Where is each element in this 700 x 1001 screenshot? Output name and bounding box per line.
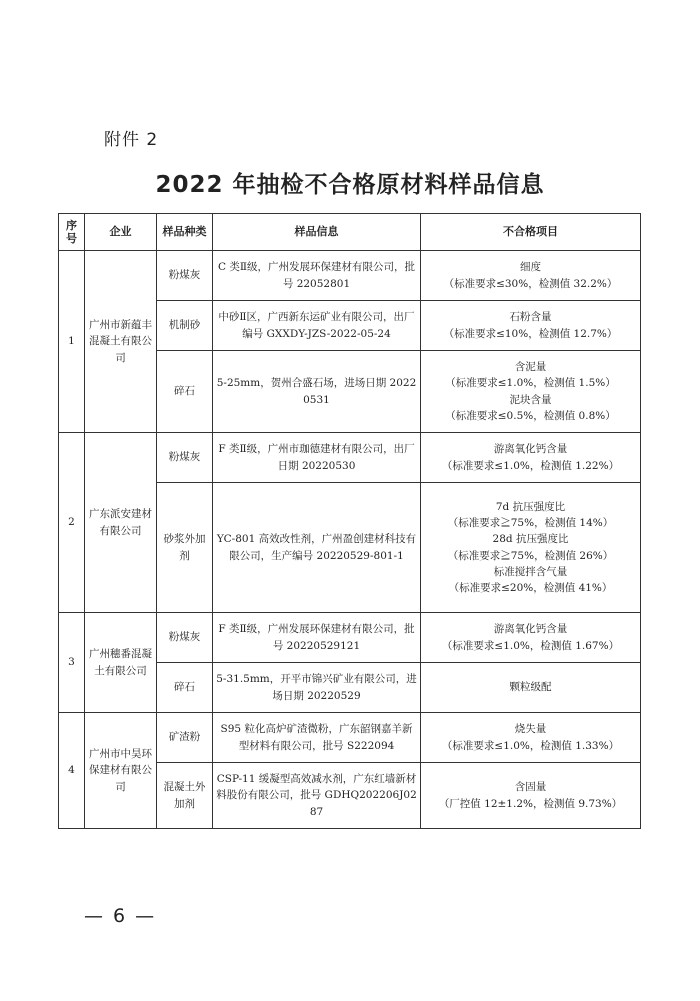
cell-seq: 1 — [59, 251, 85, 433]
failed-item-line: （标准要求≤30%，检测值 32.2%） — [443, 277, 618, 290]
failed-item-line: 28d 抗压强度比 — [492, 533, 569, 546]
header-seq: 序号 — [59, 214, 85, 251]
cell-failed-items — [421, 251, 641, 301]
cell-sample-type: 粉煤灰 — [157, 433, 213, 483]
table-header-row — [59, 214, 641, 251]
failed-item-line: （标准要求≤20%，检测值 41%） — [448, 582, 613, 595]
failed-item-line: 含固量 — [514, 781, 547, 794]
failed-item-line: 烧失量 — [514, 723, 547, 736]
failed-item-line: （厂控值 12±1.2%，检测值 9.73%） — [438, 797, 623, 810]
failed-item-line: （标准要求≤1.0%，检测值 1.33%） — [441, 739, 620, 752]
cell-company: 广东派安建材有限公司 — [85, 433, 157, 613]
cell-failed-items — [421, 483, 641, 613]
failed-item-line: （标准要求≤1.0%，检测值 1.22%） — [441, 459, 620, 472]
cell-sample-type: 矿渣粉 — [157, 713, 213, 763]
cell-sample-type: 机制砂 — [157, 301, 213, 351]
cell-sample-type: 粉煤灰 — [157, 251, 213, 301]
cell-sample-info: F 类Ⅱ级，广州发展环保建材有限公司，批号 20220529121 — [213, 613, 421, 663]
table-row — [59, 613, 641, 663]
failed-item-line: （标准要求≤1.0%，检测值 1.5%） — [445, 377, 616, 390]
failed-item-line: （标准要求≤0.5%，检测值 0.8%） — [445, 409, 616, 422]
cell-sample-info: 5-31.5mm，开平市锦兴矿业有限公司，进场日期 20220529 — [213, 663, 421, 713]
attachment-label: 附件 2 — [104, 130, 159, 150]
table-row — [59, 251, 641, 301]
cell-company: 广州穗番混凝土有限公司 — [85, 613, 157, 713]
document-title: 2022 年抽检不合格原材料样品信息 — [155, 172, 545, 198]
cell-sample-info: 5-25mm，贺州合盛石场，进场日期 20220531 — [213, 351, 421, 433]
header-info: 样品信息 — [213, 214, 421, 251]
table-row — [59, 433, 641, 483]
table-row — [59, 713, 641, 763]
page-number: — 6 — — [84, 905, 157, 927]
cell-failed-items — [421, 351, 641, 433]
failed-item-line: （标准要求≧75%，检测值 14%） — [447, 516, 614, 529]
header-fail: 不合格项目 — [421, 214, 641, 251]
cell-seq: 2 — [59, 433, 85, 613]
cell-seq: 3 — [59, 613, 85, 713]
failed-item-line: （标准要求≧75%，检测值 26%） — [447, 549, 614, 562]
failed-item-line: 标准搅拌含气量 — [493, 565, 568, 578]
failed-item-line: 泥块含量 — [509, 393, 552, 406]
header-type: 样品种类 — [157, 214, 213, 251]
cell-sample-type: 粉煤灰 — [157, 613, 213, 663]
cell-failed-items — [421, 713, 641, 763]
failed-item-line: （标准要求≤1.0%，检测值 1.67%） — [441, 639, 620, 652]
cell-sample-type: 混凝土外加剂 — [157, 763, 213, 829]
failed-item-line: 细度 — [520, 261, 541, 274]
cell-company: 广州市新蕴丰混凝土有限公司 — [85, 251, 157, 433]
failed-item-line: 含泥量 — [514, 360, 547, 373]
cell-failed-items — [421, 663, 641, 713]
header-company: 企业 — [85, 214, 157, 251]
cell-failed-items — [421, 613, 641, 663]
cell-company: 广州市中昊环保建材有限公司 — [85, 713, 157, 829]
cell-sample-info: S95 粒化高炉矿渣微粉，广东韶钢嘉羊新型材料有限公司，批号 S222094 — [213, 713, 421, 763]
sample-info-table — [58, 213, 641, 829]
failed-item-line: 游离氧化钙含量 — [493, 623, 568, 636]
cell-sample-info: 中砂Ⅱ区，广西新东运矿业有限公司，出厂编号 GXXDY-JZS-2022-05-24 — [213, 301, 421, 351]
failed-item-line: （标准要求≤10%，检测值 12.7%） — [443, 327, 618, 340]
cell-failed-items — [421, 301, 641, 351]
cell-sample-type: 碎石 — [157, 663, 213, 713]
cell-sample-type: 砂浆外加剂 — [157, 483, 213, 613]
failed-item-line: 石粉含量 — [509, 311, 552, 324]
cell-seq: 4 — [59, 713, 85, 829]
cell-sample-info: CSP-11 缓凝型高效减水剂，广东红墙新材料股份有限公司，批号 GDHQ202206J0287 — [213, 763, 421, 829]
cell-failed-items — [421, 433, 641, 483]
cell-failed-items — [421, 763, 641, 829]
cell-sample-info: C 类Ⅱ级，广州发展环保建材有限公司，批号 22052801 — [213, 251, 421, 301]
cell-sample-info: F 类Ⅱ级，广州市珈德建材有限公司，出厂日期 20220530 — [213, 433, 421, 483]
failed-item-line: 颗粒级配 — [509, 681, 552, 694]
failed-item-line: 7d 抗压强度比 — [495, 500, 566, 513]
cell-sample-info: YC-801 高效改性剂，广州盈创建材科技有限公司，生产编号 20220529-801-1 — [213, 483, 421, 613]
cell-sample-type: 碎石 — [157, 351, 213, 433]
failed-item-line: 游离氧化钙含量 — [493, 443, 568, 456]
